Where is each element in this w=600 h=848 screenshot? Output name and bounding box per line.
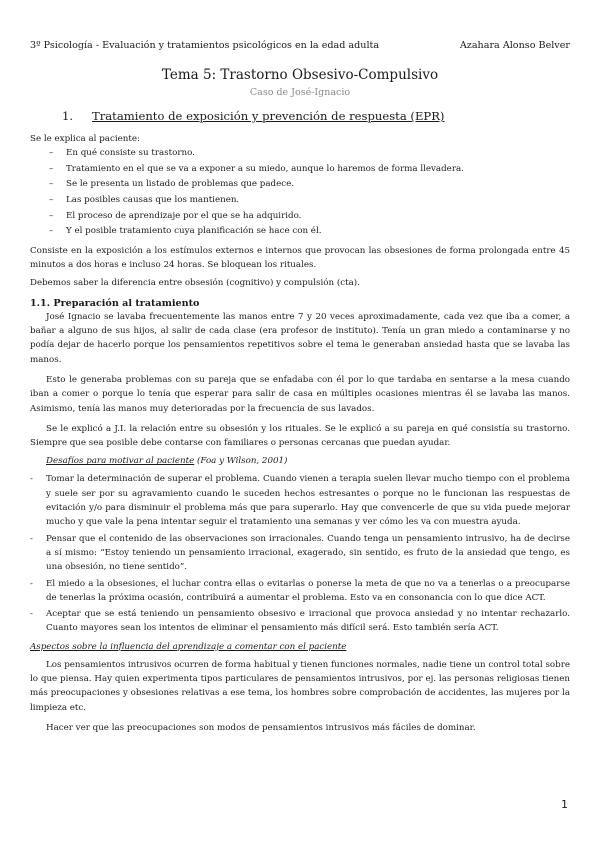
header-course: 3º Psicología - Evaluación y tratamientos psicológicos en la edad adulta bbox=[30, 40, 380, 51]
prep-paragraph: Se le explicó a J.I. la relación entre su obsesión y los rituales. Se le explicó a su pareja en qué consistía su trastorno. Siempre que sea posible debe contarse con familiares o personas cercanas que puedan ayudar. bbox=[30, 423, 570, 449]
page-number: 1 bbox=[561, 798, 568, 811]
list-item bbox=[49, 146, 570, 162]
section-1-title: Tratamiento de exposición y prevención de respuesta (EPR) bbox=[92, 109, 445, 123]
list-item-text: El proceso de aprendizaje por el que se ha adquirido. bbox=[66, 210, 302, 221]
aspectos-heading bbox=[30, 641, 570, 654]
list-item-text: En qué consiste su trastorno. bbox=[66, 148, 195, 159]
desafios-heading bbox=[46, 455, 570, 468]
paragraph-diferencia: Debemos saber la diferencia entre obsesión (cognitivo) y compulsión (cta). bbox=[30, 278, 360, 289]
list-item-text: El miedo a la obsesiones, el luchar contra ellas o evitarlas o ponerse la meta de que no va a tenerlas o a preocuparse de tenerlas la próxima ocasión, contribuirá a aumentar el problema. Esto va en consonancia con lo que dice ACT. bbox=[46, 578, 570, 603]
list-item bbox=[30, 577, 570, 606]
list-item bbox=[49, 177, 570, 193]
list-dash: - bbox=[30, 474, 33, 485]
list-dash: - bbox=[30, 578, 33, 589]
list-item-text: Se le presenta un listado de problemas que padece. bbox=[66, 179, 295, 190]
list-item bbox=[49, 224, 570, 240]
list-item-text: Las posibles causas que los mantienen. bbox=[66, 195, 240, 206]
list-dash: – bbox=[49, 148, 54, 159]
list-dash: – bbox=[49, 195, 54, 206]
subsection-1-1-heading: 1.1. Preparación al tratamiento bbox=[30, 297, 200, 309]
section-1-number: 1. bbox=[62, 109, 74, 123]
list-item bbox=[30, 607, 570, 636]
list-item bbox=[49, 209, 570, 225]
prep-paragraph: José Ignacio se lavaba frecuentemente las manos entre 7 y 20 veces aproximadamente, cada vez que iba a comer, a bañar a alguno de sus hijos, al salir de cada clase (era profesor de instituto). Tenía un gran miedo a contaminarse y no podía dejar de hacerlo porque los pensamientos repetitivos sobre el tema le generaban ansiedad hasta que se lavaba las manos. bbox=[30, 311, 570, 365]
prep-paragraph: Esto le generaba problemas con su pareja que se enfadaba con él por lo que tardaba en sentarse a la mesa cuando iban a comer o porque lo tenía que esperar para salir de casa en múltiples ocasiones mientras él se lavaba las manos. Asimismo, tenía las manos muy deterioradas por la frecuencia de sus lavados. bbox=[30, 374, 570, 414]
list-dash: – bbox=[49, 163, 54, 174]
list-dash: - bbox=[30, 609, 33, 620]
aspectos-heading-title: Aspectos sobre la influencia del aprendizaje a comentar con el paciente bbox=[30, 641, 347, 652]
list-dash: - bbox=[30, 533, 33, 544]
aspectos-paragraph: Los pensamientos intrusivos ocurren de forma habitual y tienen funciones normales, nadie tiene un control total sobre lo que piensa. Hay quien experimenta tipos particulares de pensamientos intrusivos, por ej. las personas religiosas tienen más preocupaciones y obsesiones relativas a ese tema, los hombres sobre comprobación de accidentes, las mujeres por la limpieza etc. bbox=[30, 659, 570, 713]
list-item bbox=[30, 532, 570, 575]
document-title: Tema 5: Trastorno Obsesivo-Compulsivo bbox=[161, 67, 439, 83]
list-dash: – bbox=[49, 179, 54, 190]
list-item-text: Tomar la determinación de superar el problema. Cuando vienen a terapia suelen llevar mucho tiempo con el problema y suele ser por su agravamiento cuando le suceden hechos estresantes o porque no le funcionan las respuestas de evitación y/o para disminuir el problema más que para superarlo. Hay que convencerle de que su vida puede mejorar mucho y que vale la pena intentar seguir el tratamiento una semanas y ver cómo les va con muestra ayuda. bbox=[46, 474, 570, 528]
list-item-text: Tratamiento en el que se va a exponer a su miedo, aunque lo haremos de forma llevadera. bbox=[66, 163, 464, 174]
explained-items-list bbox=[30, 146, 570, 240]
list-item-text: Aceptar que se está teniendo un pensamiento obsesivo e irracional que provoca ansiedad y no intentar rechazarlo. Cuanto mayores sean los intentos de eliminar el pensamiento más difícil será. Esto también sería ACT. bbox=[46, 609, 570, 634]
document-subtitle: Caso de José-Ignacio bbox=[249, 87, 351, 98]
desafios-heading-title: Desafíos para motivar al paciente bbox=[46, 456, 195, 467]
header-author: Azahara Alonso Belver bbox=[459, 40, 570, 51]
list-dash: – bbox=[49, 210, 54, 221]
list-dash: – bbox=[49, 226, 54, 237]
list-item bbox=[49, 162, 570, 178]
list-item bbox=[49, 193, 570, 209]
aspectos-paragraph: Hacer ver que las preocupaciones son modos de pensamientos intrusivos más fáciles de dominar. bbox=[46, 722, 476, 733]
paragraph-consiste: Consiste en la exposición a los estímulos externos e internos que provocan las obsesiones de forma prolongada entre 45 minutos a dos horas e incluso 24 horas. Se bloquean los rituales. bbox=[30, 245, 570, 271]
list-item-text: Y el posible tratamiento cuya planificación se hace con él. bbox=[66, 226, 322, 237]
desafios-heading-citation: (Foa y Wilson, 2001) bbox=[194, 456, 288, 467]
list-item-text: Pensar que el contenido de las observaciones son irracionales. Cuando tenga un pensamiento intrusivo, ha de decirse a sí mismo: “Estoy teniendo un pensamiento irracional, exagerado, sin sentido, es fruto de la ansiedad que tengo, es una obsesión, no tiene sentido”. bbox=[46, 533, 570, 573]
page-header bbox=[30, 40, 570, 52]
list-item bbox=[30, 472, 570, 529]
desafios-list bbox=[30, 472, 570, 635]
intro-line: Se le explica al paciente: bbox=[30, 134, 140, 144]
section-1-heading bbox=[62, 109, 570, 124]
